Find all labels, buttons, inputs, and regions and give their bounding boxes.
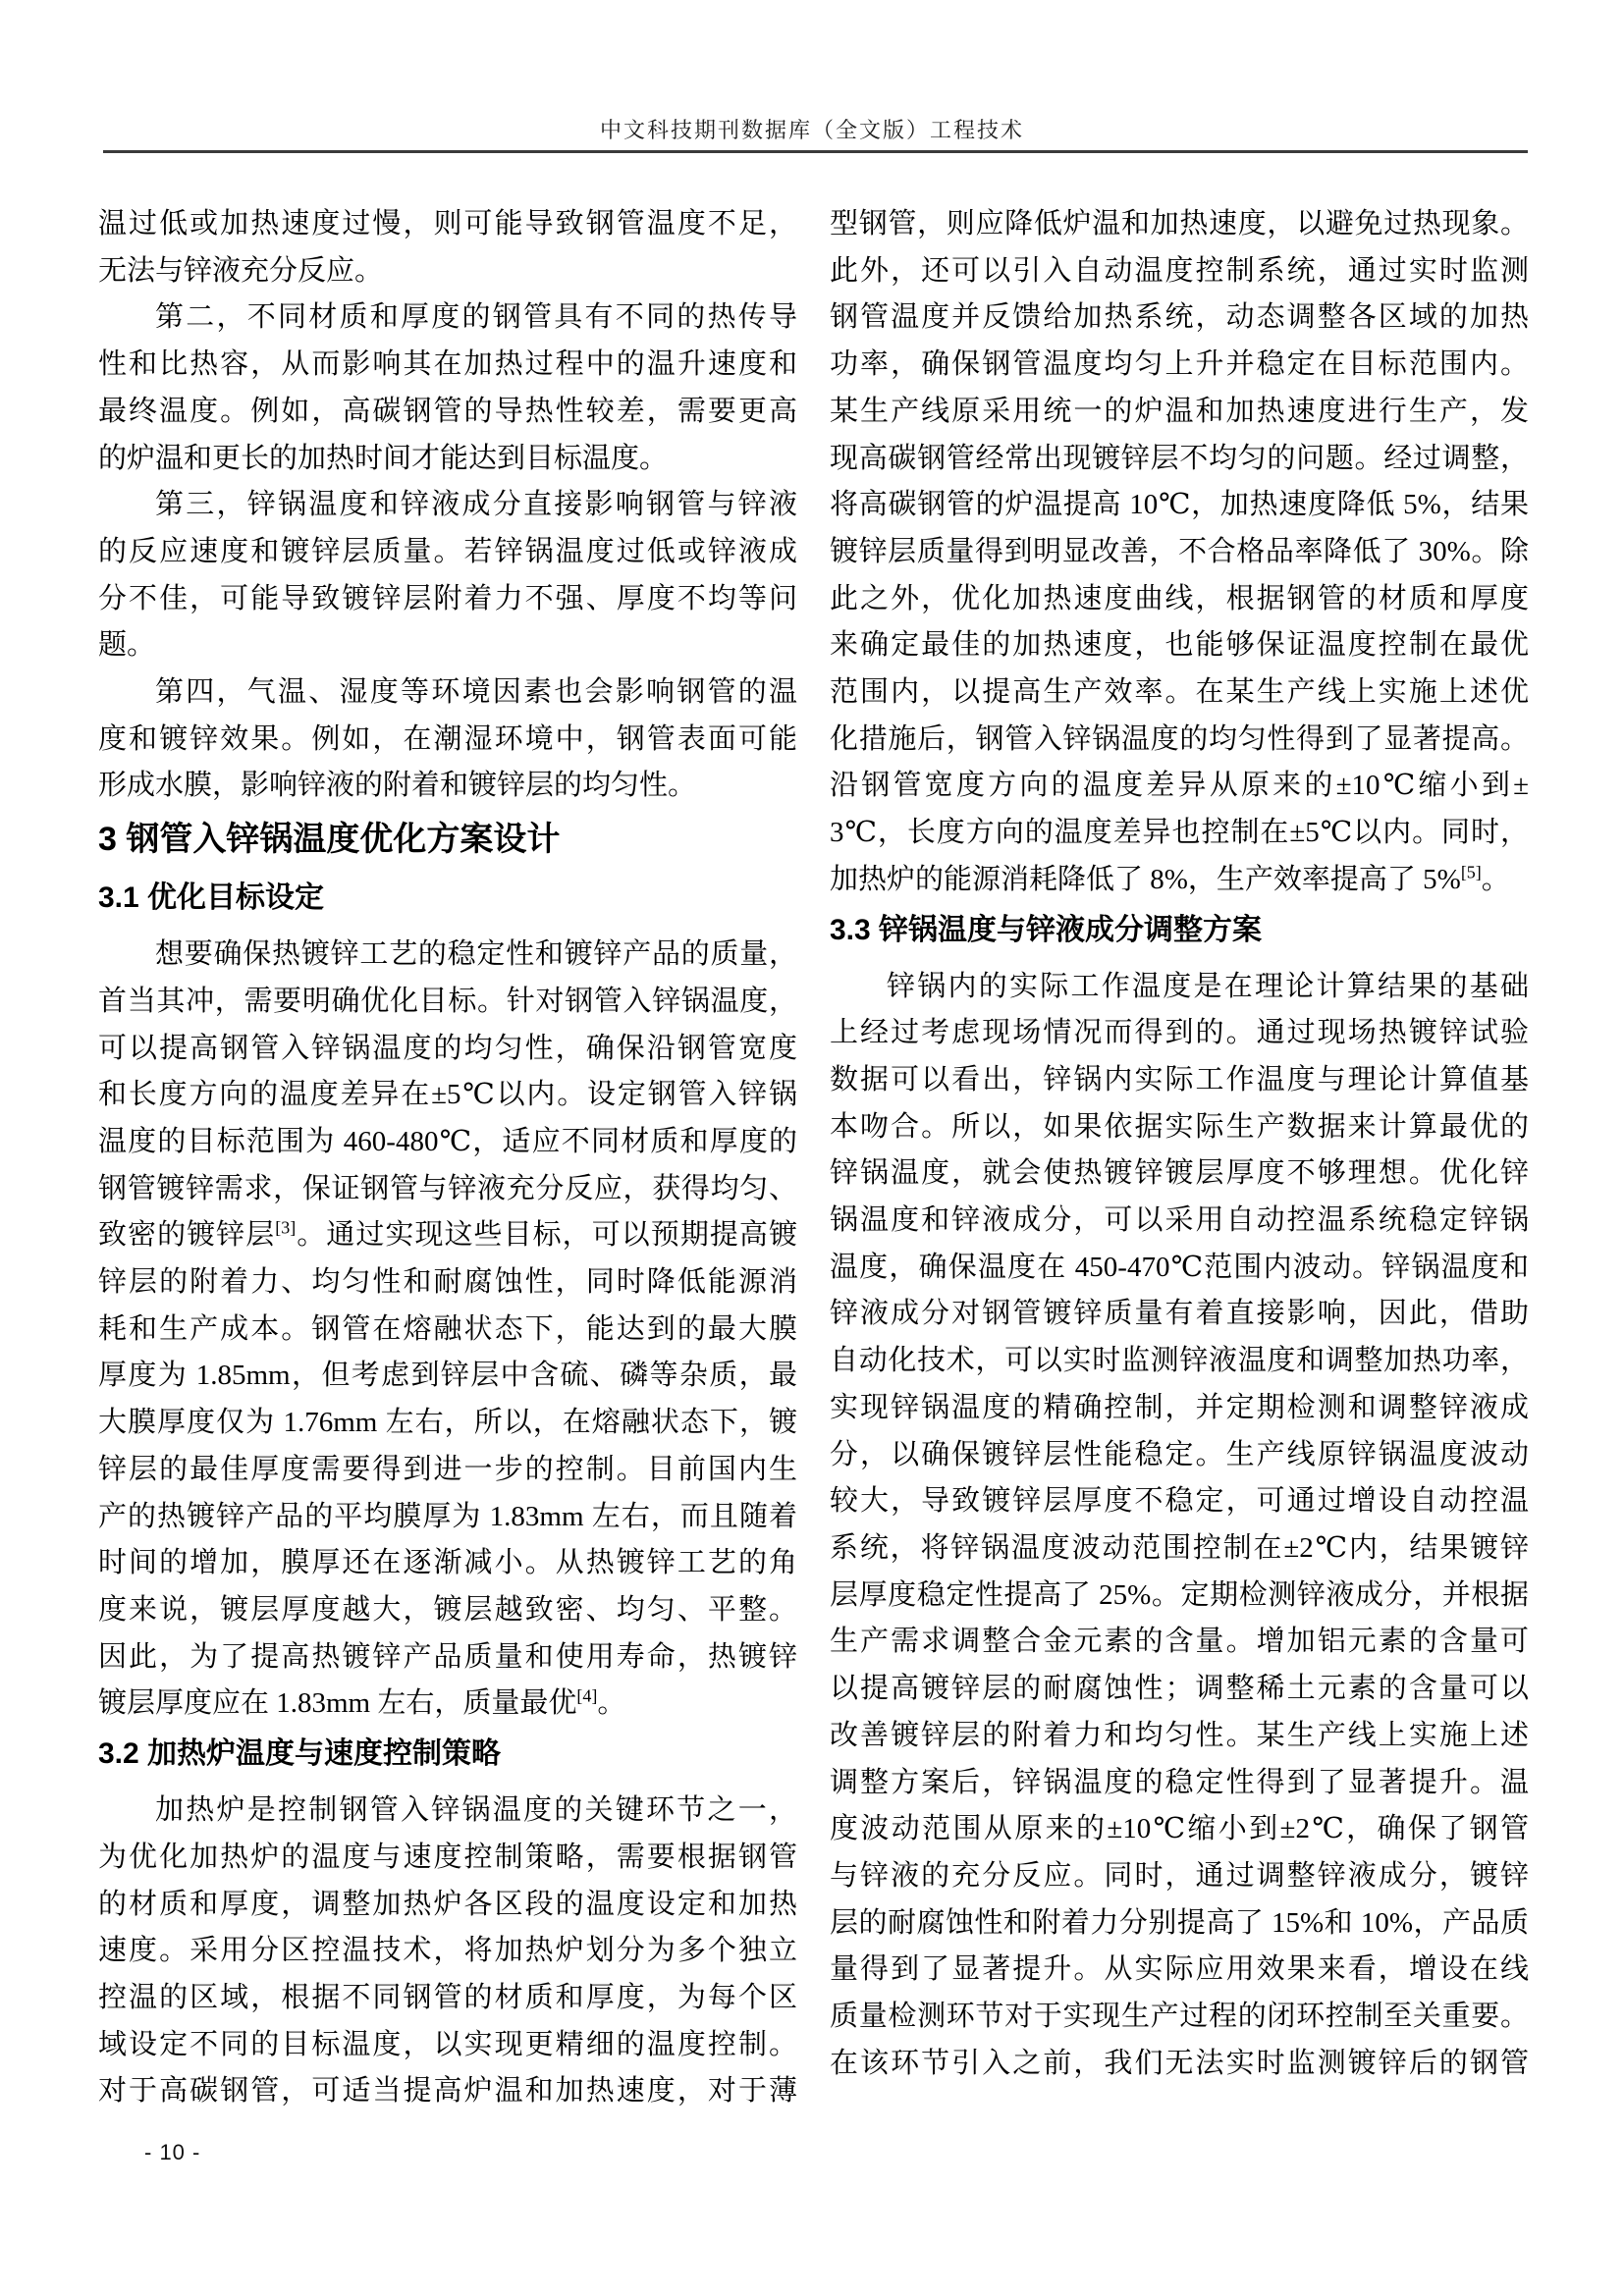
text-line: 形成水膜，影响锌液的附着和镀锌层的均匀性。 — [98, 770, 697, 802]
paragraph — [98, 482, 797, 669]
text-line: 大膜厚度仅为 1.76mm 左右，所以，在熔融状态下，镀 — [98, 1407, 797, 1439]
text-line: 此外，还可以引入自动温度控制系统，通过实时监测 — [830, 254, 1529, 287]
text-line: 质量检测环节对于实现生产过程的闭环控制至关重要。 — [830, 2001, 1529, 2033]
text-line: 想要确保热镀锌工艺的稳定性和镀锌产品的质量， — [155, 938, 797, 971]
text-line: 第二，不同材质和厚度的钢管具有不同的热传导 — [155, 301, 797, 334]
text-line: 速度。采用分区控温技术，将加热炉划分为多个独立 — [98, 1935, 797, 1967]
page-number: - 10 - — [144, 2140, 201, 2164]
text-line: 度来说，镀层厚度越大，镀层越致密、均匀、平整。 — [98, 1593, 797, 1626]
text-line: 3℃，长度方向的温度差异也控制在±5℃以内。同时， — [830, 817, 1529, 849]
text-line: 对于高碳钢管，可适当提高炉温和加热速度，对于薄 — [98, 2075, 797, 2108]
subsection-heading: 3.1 优化目标设定 — [98, 881, 325, 915]
text-line: 型钢管，则应降低炉温和加热速度，以避免过热现象。 — [830, 208, 1529, 240]
paragraph — [98, 669, 797, 810]
text-line: 厚度为 1.85mm，但考虑到锌层中含硫、磷等杂质，最 — [98, 1360, 797, 1392]
text-line: 的材质和厚度，调整加热炉各区段的温度设定和加热 — [98, 1888, 797, 1920]
text-line: 分，以确保镀锌层性能稳定。生产线原锌锅温度波动 — [830, 1438, 1529, 1470]
text-line: 第四，气温、湿度等环境因素也会影响钢管的温 — [155, 676, 797, 709]
text-line: 锌液成分对钢管镀锌质量有着直接影响，因此，借助 — [830, 1298, 1529, 1330]
text-line: 功率，确保钢管温度均匀上升并稳定在目标范围内。 — [830, 348, 1529, 381]
text-line: 致密的镀锌层[3]。通过实现这些目标，可以预期提高镀 — [98, 1217, 797, 1252]
text-line: 可以提高钢管入锌锅温度的均匀性，确保沿钢管宽度 — [98, 1032, 797, 1064]
text-line: 域设定不同的目标温度，以实现更精细的温度控制。 — [98, 2028, 797, 2060]
text-line: 加热炉是控制钢管入锌锅温度的关键环节之一， — [155, 1794, 797, 1827]
text-line: 化措施后，钢管入锌锅温度的均匀性得到了显著提高。 — [830, 722, 1529, 755]
text-line: 的炉温和更长的加热时间才能达到目标温度。 — [98, 442, 669, 474]
text-line: 题。 — [98, 629, 156, 662]
text-line: 时间的增加，膜厚还在逐渐减小。从热镀锌工艺的角 — [98, 1547, 797, 1579]
text-line: 改善镀锌层的附着力和均匀性。某生产线上实施上述 — [830, 1719, 1529, 1751]
two-column-content — [98, 201, 1529, 2115]
right-column — [830, 201, 1529, 2115]
header-divider — [103, 150, 1528, 153]
text-line: 的反应速度和镀锌层质量。若锌锅温度过低或锌液成 — [98, 535, 797, 567]
text-line: 来确定最佳的加热速度，也能够保证温度控制在最优 — [830, 629, 1529, 662]
text-line: 产的热镀锌产品的平均膜厚为 1.83mm 左右，而且随着 — [98, 1500, 797, 1532]
text-line: 钢管温度并反馈给加热系统，动态调整各区域的加热 — [830, 301, 1529, 334]
text-line: 现高碳钢管经常出现镀锌层不均匀的问题。经过调整， — [830, 442, 1529, 474]
text-line: 本吻合。所以，如果依据实际生产数据来计算最优的 — [830, 1110, 1529, 1143]
text-line: 镀锌层质量得到明显改善，不合格品率降低了 30%。除 — [830, 535, 1529, 567]
text-line: 将高碳钢管的炉温提高 10℃，加热速度降低 5%，结果 — [830, 489, 1529, 521]
text-line: 分不佳，可能导致镀锌层附着力不强、厚度不均等问 — [98, 582, 797, 614]
text-line: 在该环节引入之前，我们无法实时监测镀锌后的钢管 — [830, 2047, 1529, 2079]
page-footer — [144, 2140, 200, 2165]
text-line: 温过低或加热速度过慢，则可能导致钢管温度不足， — [98, 208, 797, 240]
text-line: 第三，锌锅温度和锌液成分直接影响钢管与锌液 — [155, 489, 797, 521]
text-line: 数据可以看出，锌锅内实际工作温度与理论计算值基 — [830, 1063, 1529, 1095]
text-line: 层的耐腐蚀性和附着力分别提高了 15%和 10%，产品质 — [830, 1906, 1529, 1939]
text-line: 自动化技术，可以实时监测锌液温度和调整加热功率， — [830, 1345, 1529, 1377]
text-line: 度波动范围从原来的±10℃缩小到±2℃，确保了钢管 — [830, 1813, 1529, 1845]
text-line: 某生产线原采用统一的炉温和加热速度进行生产，发 — [830, 395, 1529, 427]
paragraph — [830, 201, 1529, 904]
paragraph — [98, 932, 797, 1728]
text-line: 和长度方向的温度差异在±5℃以内。设定钢管入锌锅 — [98, 1079, 797, 1111]
text-line: 最终温度。例如，高碳钢管的导热性较差，需要更高 — [98, 395, 797, 427]
paragraph — [98, 294, 797, 482]
text-line: 温度，确保温度在 450-470℃范围内波动。锌锅温度和 — [830, 1251, 1529, 1283]
left-column — [98, 201, 797, 2115]
text-line: 实现锌锅温度的精确控制，并定期检测和调整锌液成 — [830, 1391, 1529, 1423]
subsection-heading: 3.2 加热炉温度与速度控制策略 — [98, 1737, 502, 1771]
paragraph — [98, 201, 797, 294]
journal-header-title: 中文科技期刊数据库（全文版）工程技术 — [599, 118, 1024, 142]
text-line: 锌层的附着力、均匀性和耐腐蚀性，同时降低能源消 — [98, 1266, 797, 1299]
subsection-heading: 3.3 锌锅温度与锌液成分调整方案 — [830, 913, 1263, 946]
text-line: 层厚度稳定性提高了 25%。定期检测锌液成分，并根据 — [830, 1578, 1529, 1611]
text-line: 性和比热容，从而影响其在加热过程中的温升速度和 — [98, 348, 797, 381]
text-line: 为优化加热炉的温度与速度控制策略，需要根据钢管 — [98, 1841, 797, 1873]
text-line: 以提高镀锌层的耐腐蚀性；调整稀土元素的含量可以 — [830, 1673, 1529, 1705]
text-line: 范围内，以提高生产效率。在某生产线上实施上述优 — [830, 676, 1529, 709]
citation-superscript: [3] — [275, 1217, 297, 1238]
citation-superscript: [4] — [576, 1685, 598, 1706]
text-line: 系统，将锌锅温度波动范围控制在±2℃内，结果镀锌 — [830, 1531, 1529, 1564]
text-line: 与锌液的充分反应。同时，通过调整锌液成分，镀锌 — [830, 1859, 1529, 1892]
text-line: 上经过考虑现场情况而得到的。通过现场热镀锌试验 — [830, 1017, 1529, 1049]
text-line: 控温的区域，根据不同钢管的材质和厚度，为每个区 — [98, 1981, 797, 2013]
paragraph — [830, 964, 1529, 2088]
text-line: 此之外，优化加热速度曲线，根据钢管的材质和厚度 — [830, 582, 1529, 614]
text-line: 锅温度和锌液成分，可以采用自动控温系统稳定锌锅 — [830, 1204, 1529, 1237]
text-line: 耗和生产成本。钢管在熔融状态下，能达到的最大膜 — [98, 1312, 797, 1345]
section-heading: 3 钢管入锌锅温度优化方案设计 — [98, 821, 561, 859]
text-line: 锌层的最佳厚度需要得到进一步的控制。目前国内生 — [98, 1453, 797, 1485]
text-line: 沿钢管宽度方向的温度差异从原来的±10℃缩小到± — [830, 770, 1529, 802]
text-line: 量得到了显著提升。从实际应用效果来看，增设在线 — [830, 1953, 1529, 1986]
text-line: 较大，导致镀锌层厚度不稳定，可通过增设自动控温 — [830, 1485, 1529, 1518]
paragraph — [98, 1788, 797, 2115]
text-line: 首当其冲，需要明确优化目标。针对钢管入锌锅温度， — [98, 985, 797, 1017]
text-line: 锌锅温度，就会使热镀锌镀层厚度不够理想。优化锌 — [830, 1157, 1529, 1190]
text-line: 度和镀锌效果。例如，在潮湿环境中，钢管表面可能 — [98, 722, 797, 755]
text-line: 镀层厚度应在 1.83mm 左右，质量最优[4]。 — [98, 1685, 626, 1720]
text-line: 因此，为了提高热镀锌产品质量和使用寿命，热镀锌 — [98, 1640, 797, 1673]
text-line: 加热炉的能源消耗降低了 8%，生产效率提高了 5%[5]。 — [830, 862, 1510, 895]
text-line: 无法与锌液充分反应。 — [98, 254, 384, 287]
text-line: 调整方案后，锌锅温度的稳定性得到了显著提升。温 — [830, 1766, 1529, 1798]
text-line: 生产需求调整合金元素的含量。增加铝元素的含量可 — [830, 1626, 1529, 1658]
text-line: 温度的目标范围为 460-480℃，适应不同材质和厚度的 — [98, 1125, 797, 1157]
text-line: 钢管镀锌需求，保证钢管与锌液充分反应，获得均匀、 — [98, 1172, 797, 1204]
citation-superscript: [5] — [1460, 862, 1482, 882]
text-line: 锌锅内的实际工作温度是在理论计算结果的基础 — [887, 970, 1529, 1002]
